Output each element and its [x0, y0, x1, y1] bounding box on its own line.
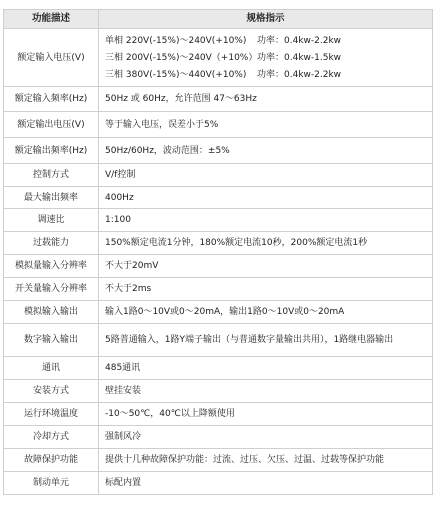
table-row: [4, 278, 433, 301]
table-row: [4, 209, 433, 232]
power-range: 功率：0.4kw-2.2kw: [257, 35, 342, 46]
row-label: 冷却方式: [4, 426, 99, 449]
row-label: 最大输出频率: [4, 187, 99, 209]
row-value: [99, 29, 433, 87]
table-row: [4, 472, 433, 495]
row-value: 提供十几种故障保护功能：过流、过压、欠压、过温、过载等保护功能: [99, 449, 433, 472]
voltage-spec: 三相 200V(-15%)～240V（+10%）: [105, 52, 258, 63]
row-value: 50Hz/60Hz，波动范围：±5%: [99, 138, 433, 164]
row-label: 额定输出频率(Hz): [4, 138, 99, 164]
row-label: 额定输入电压(V): [4, 29, 99, 87]
power-range: 功率：0.4kw-2.2kw: [257, 69, 342, 80]
table-row: [4, 232, 433, 255]
table-row: [4, 112, 433, 138]
row-value: 不大于20mV: [99, 255, 433, 278]
table-row: [4, 301, 433, 324]
row-label: 模拟输入输出: [4, 301, 99, 324]
row-value: 壁挂安装: [99, 380, 433, 403]
table-row: [4, 324, 433, 357]
row-label: 故障保护功能: [4, 449, 99, 472]
row-label: 运行环境温度: [4, 403, 99, 426]
row-value: 5路普通输入，1路Y端子输出（与普通数字量输出共用），1路继电器输出: [99, 324, 433, 357]
row-label: 过载能力: [4, 232, 99, 255]
row-value: 输入1路0～10V或0～20mA，输出1路0～10V或0～20mA: [99, 301, 433, 324]
row-label: 安装方式: [4, 380, 99, 403]
row-value: 400Hz: [99, 187, 433, 209]
table-row: [4, 449, 433, 472]
table-header-row: [4, 10, 433, 29]
voltage-line: [105, 66, 426, 83]
spec-table: [3, 9, 433, 495]
row-value: 1:100: [99, 209, 433, 232]
row-value: 50Hz 或 60Hz，允许范围 47～63Hz: [99, 87, 433, 112]
row-value: 强制风冷: [99, 426, 433, 449]
table-row: [4, 29, 433, 87]
row-label: 制动单元: [4, 472, 99, 495]
header-specification: 规格指示: [99, 10, 433, 29]
table-row: [4, 138, 433, 164]
voltage-spec: 单相 220V(-15%)～240V(+10%): [105, 35, 247, 46]
row-value: V/f控制: [99, 164, 433, 187]
row-label: 额定输入频率(Hz): [4, 87, 99, 112]
row-value: 等于输入电压，误差小于5%: [99, 112, 433, 138]
table-row: [4, 426, 433, 449]
table-row: [4, 187, 433, 209]
row-label: 开关量输入分辨率: [4, 278, 99, 301]
row-label: 数字输入输出: [4, 324, 99, 357]
table-row: [4, 357, 433, 380]
row-value: 150%额定电流1分钟，180%额定电流10秒，200%额定电流1秒: [99, 232, 433, 255]
table-row: [4, 164, 433, 187]
table-row: [4, 403, 433, 426]
row-value: -10～50℃，40℃以上降额使用: [99, 403, 433, 426]
table-row: [4, 87, 433, 112]
row-label: 额定输出电压(V): [4, 112, 99, 138]
table-row: [4, 380, 433, 403]
row-value: 不大于2ms: [99, 278, 433, 301]
row-value: 标配内置: [99, 472, 433, 495]
voltage-line: [105, 49, 426, 66]
row-label: 控制方式: [4, 164, 99, 187]
voltage-line: [105, 32, 426, 49]
row-label: 调速比: [4, 209, 99, 232]
row-label: 通讯: [4, 357, 99, 380]
row-label: 模拟量输入分辨率: [4, 255, 99, 278]
voltage-spec: 三相 380V(-15%)～440V(+10%): [105, 69, 247, 80]
row-value: 485通讯: [99, 357, 433, 380]
power-range: 功率：0.4kw-1.5kw: [257, 52, 342, 63]
header-function-description: 功能描述: [4, 10, 99, 29]
table-row: [4, 255, 433, 278]
